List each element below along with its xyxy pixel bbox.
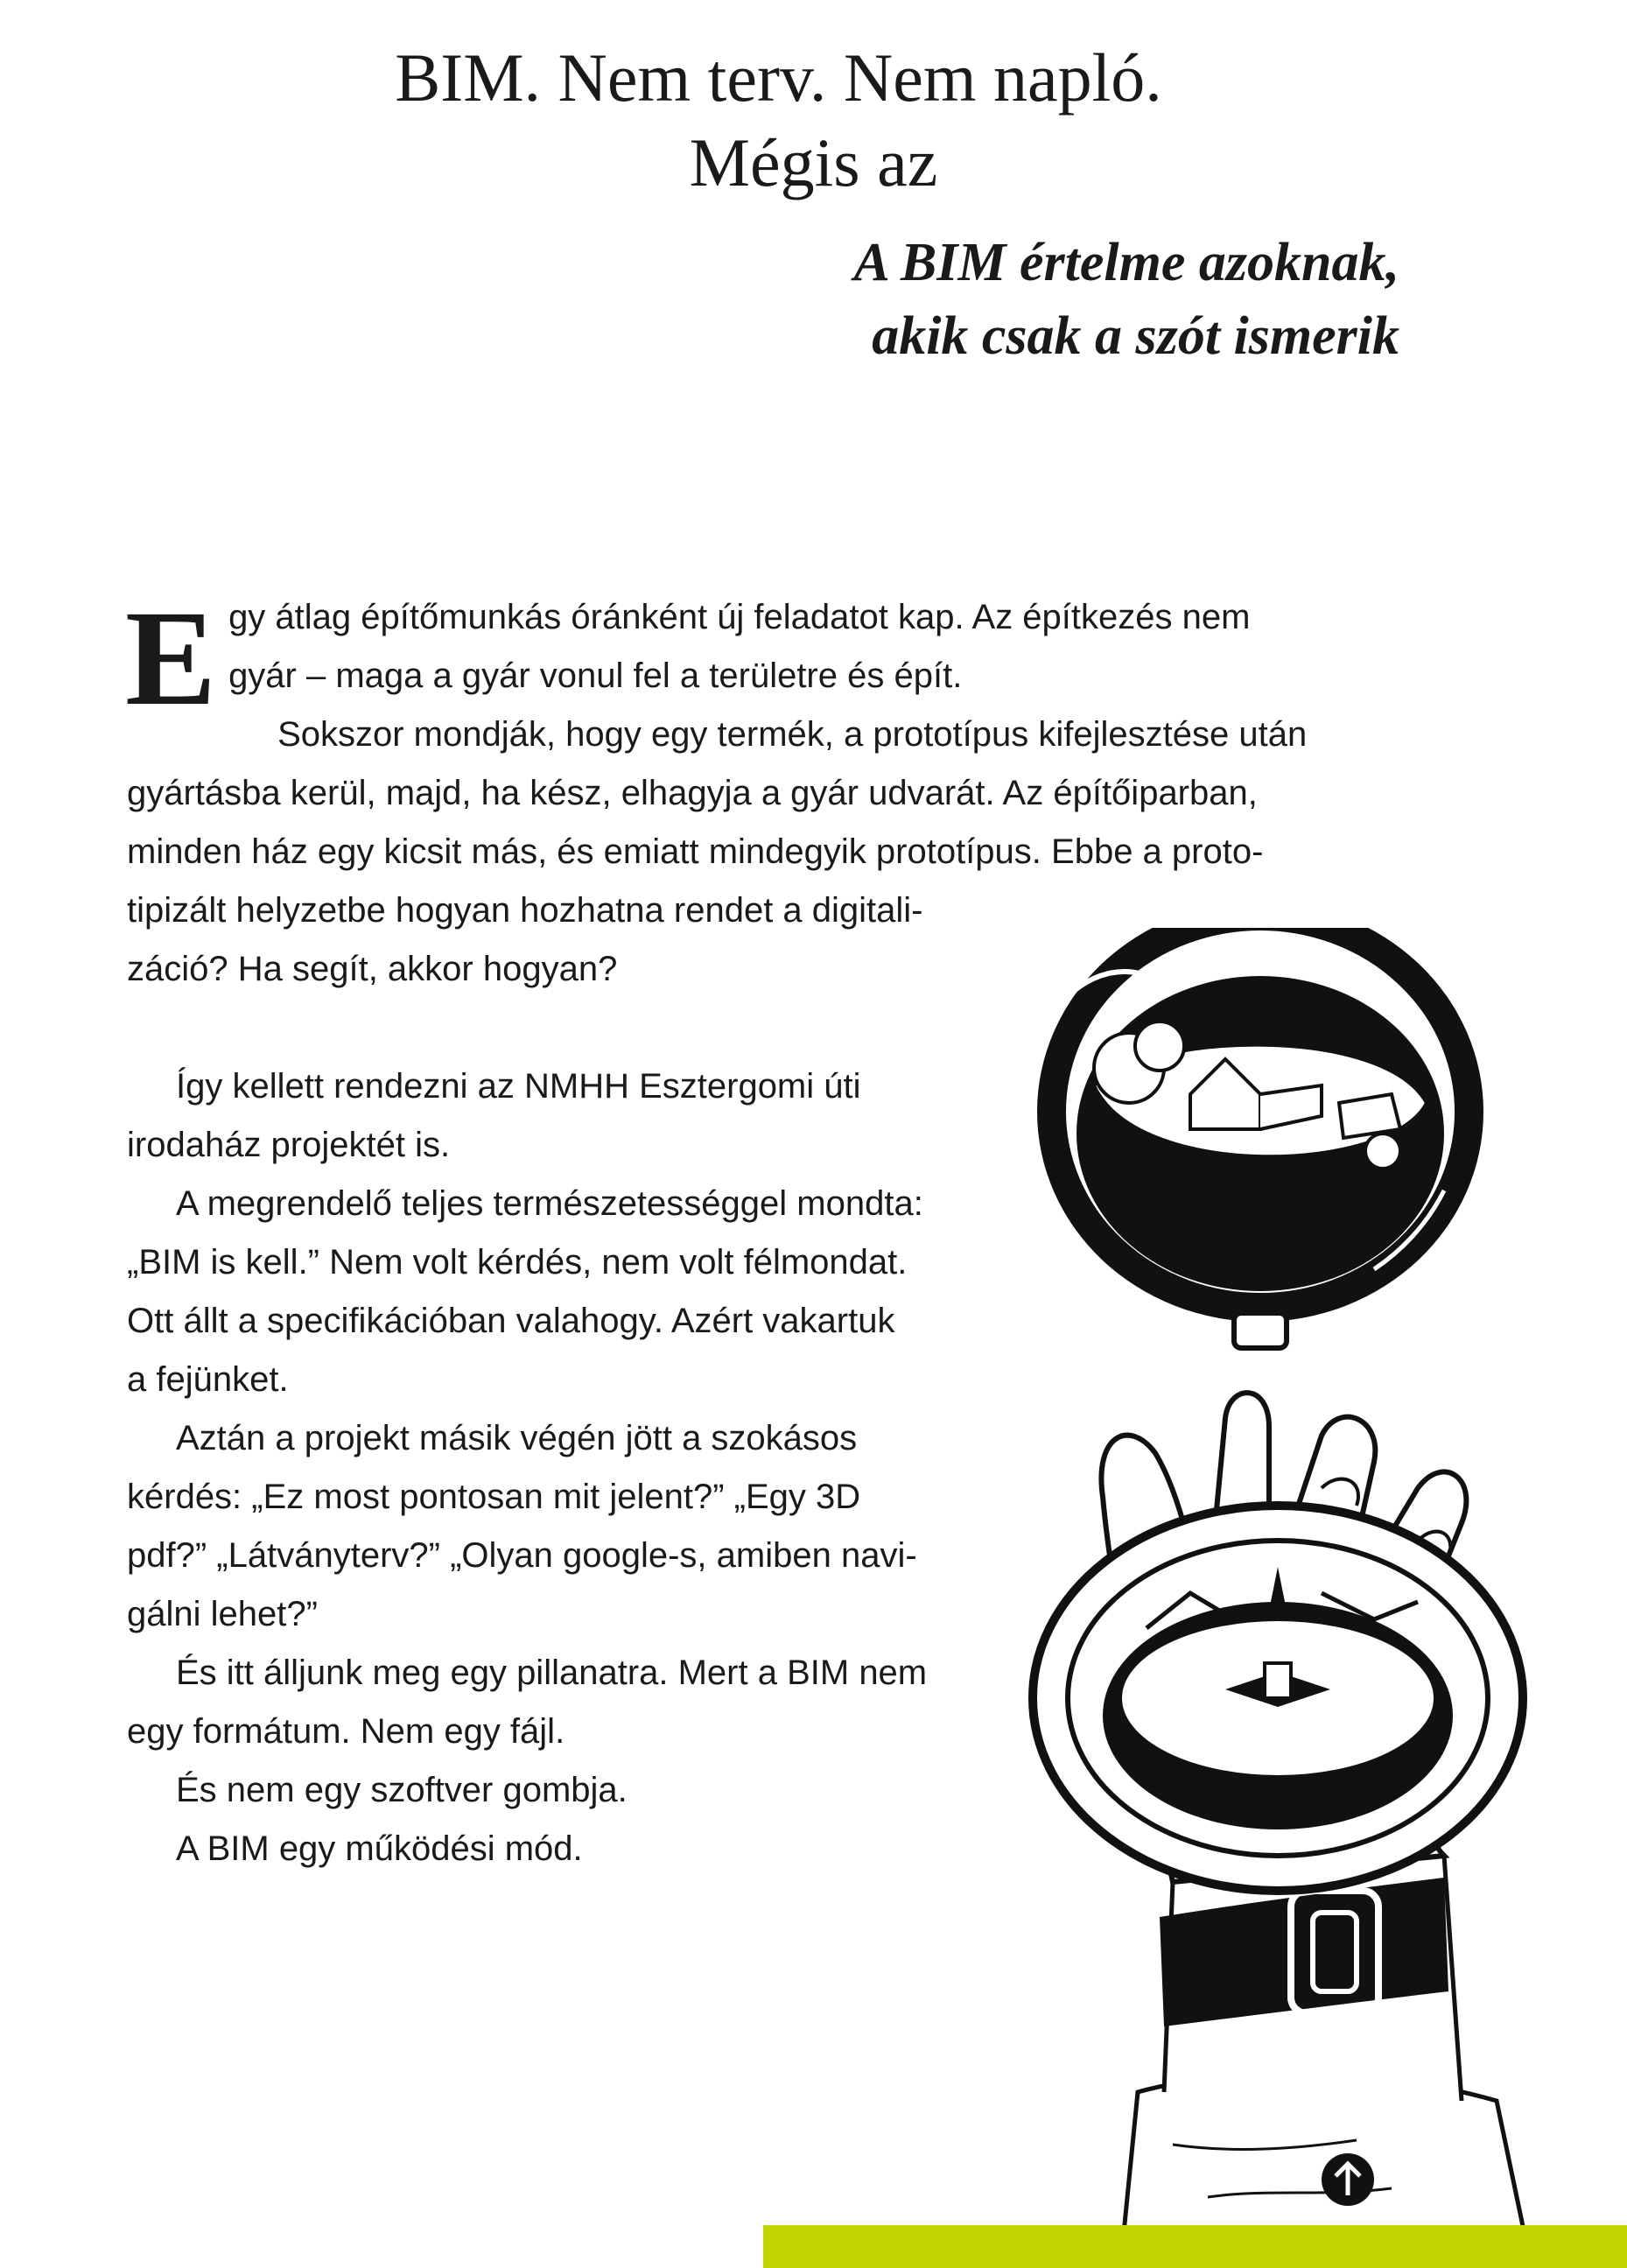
body-line: gyár – maga a gyár vonul fel a területre és épít. — [228, 657, 963, 695]
body-line: irodaház projektét is. — [127, 1126, 451, 1164]
body-line: egy formátum. Nem egy fájl. — [127, 1712, 565, 1751]
body-line: záció? Ha segít, akkor hogyan? — [127, 950, 618, 988]
article-subtitle — [853, 226, 1399, 373]
body-line: „BIM is kell.” Nem volt kérdés, nem volt félmondat. — [127, 1243, 908, 1281]
article-title — [0, 35, 1627, 205]
body-line: Sokszor mondják, hogy egy termék, a prototípus kifejlesztése után — [277, 715, 1308, 754]
body-line: kérdés: „Ez most pontosan mit jelent?” „Egy 3D — [127, 1478, 861, 1516]
body-line: minden ház egy kicsit más, és emiatt mindegyik prototípus. Ebbe a proto- — [127, 832, 1264, 871]
body-line: gy átlag építőmunkás óránként új feladatot kap. Az építkezés nem — [228, 598, 1251, 636]
subtitle-line-1: A BIM értelme azoknak, — [853, 233, 1399, 292]
title-line-1: BIM. Nem terv. Nem napló. — [395, 39, 1162, 116]
body-line: És nem egy szoftver gombja. — [176, 1771, 628, 1809]
body-line: gálni lehet?” — [127, 1595, 318, 1633]
drop-cap: E — [125, 582, 217, 734]
body-line: A BIM egy működési mód. — [176, 1829, 583, 1868]
title-line-2: Mégis az — [689, 124, 938, 200]
hand-holding-compass-illustration — [1006, 928, 1549, 2268]
body-line: És itt álljunk meg egy pillanatra. Mert a BIM nem — [176, 1654, 928, 1692]
body-line: gyártásba kerül, majd, ha kész, elhagyja a gyár udvarát. Az építőiparban, — [127, 774, 1258, 812]
body-line: Így kellett rendezni az NMHH Esztergomi úti — [176, 1067, 861, 1106]
body-line: a fejünket. — [127, 1360, 289, 1399]
body-line: tipizált helyzetbe hogyan hozhatna rendet a digitali- — [127, 891, 923, 930]
subtitle-line-2: akik csak a szót ismerik — [872, 306, 1399, 366]
body-line: pdf?” „Látványterv?” „Olyan google-s, amiben navi- — [127, 1536, 917, 1575]
body-line: Ott állt a specifikációban valahogy. Azért vakartuk — [127, 1302, 895, 1340]
body-line: A megrendelő teljes természetességgel mondta: — [176, 1184, 923, 1223]
body-line: Aztán a projekt másik végén jött a szokásos — [176, 1419, 858, 1457]
accent-bar — [763, 2225, 1627, 2268]
